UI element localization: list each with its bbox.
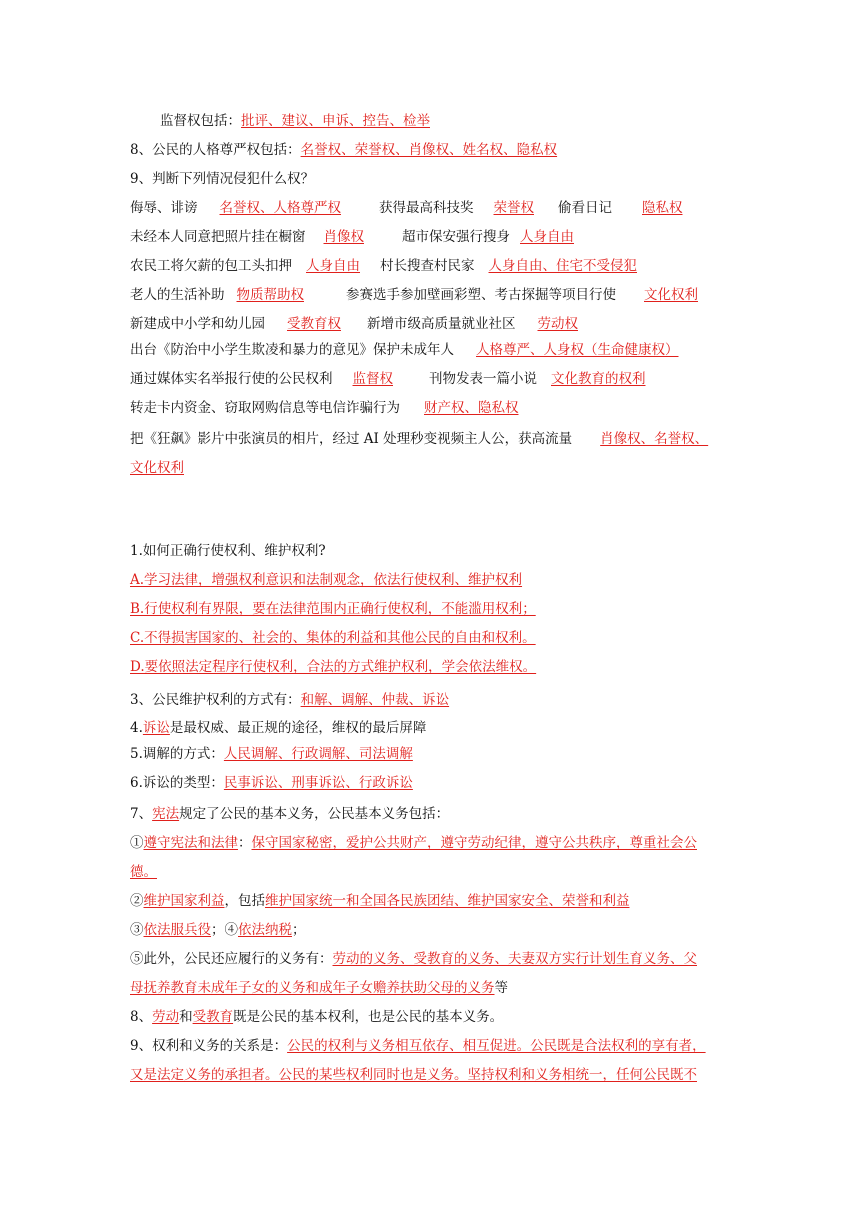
case: 参赛选手参加壁画彩塑、考古探掘等项目行使 (346, 287, 616, 303)
answer: 人身自由 (520, 229, 574, 245)
answer: 隐私权 (642, 200, 683, 216)
answer: 人格尊严、人身权（生命健康权） (476, 342, 679, 358)
answer: 遵守宪法和法律 (143, 835, 238, 851)
case-row-9-cont (130, 462, 184, 476)
q1-answer-c: C.不得损害国家的、社会的、集体的利益和其他公民的自由和权利。 (130, 630, 536, 646)
answer: 肖像权 (323, 229, 364, 245)
label: ； (292, 922, 306, 938)
case: 未经本人同意把照片挂在橱窗 (130, 229, 306, 245)
judge-heading: 9、判断下列情况侵犯什么权？ (130, 171, 315, 187)
answer: 文化权利 (130, 460, 184, 476)
case: 老人的生活补助 (130, 287, 225, 303)
case-row-1 (130, 202, 683, 216)
answer: 名誉权、荣誉权、肖像权、姓名权、隐私权 (300, 142, 558, 158)
q9-line (130, 1040, 706, 1054)
case-row-6 (130, 344, 679, 358)
answer: 民事诉讼、刑事诉讼、行政诉讼 (223, 775, 413, 791)
q1-answer-a: A.学习法律，增强权利意识和法制观念，依法行使权利、维护权利 (130, 572, 523, 588)
case: 超市保安强行搜身 (402, 229, 510, 245)
case: 通过媒体实名举报行使的公民权利 (130, 371, 333, 387)
answer: 维护国家利益 (143, 893, 225, 909)
label: ③ (130, 922, 144, 938)
q7-line (130, 808, 449, 822)
answer: 又是法定义务的承担者。公民的某些权利同时也是义务。坚持权利和义务相统一，任何公民既不 (130, 1067, 697, 1083)
q6-line (130, 777, 413, 791)
case: 把《狂飙》影片中张演员的相片，经过 AI 处理秒变视频主人公，获高流量 (130, 431, 573, 447)
label: 监督权包括： (160, 113, 241, 129)
q8-line (130, 1011, 503, 1025)
case: 出台《防治中小学生欺凌和暴力的意见》保护未成年人 (130, 342, 454, 358)
case-row-5 (130, 318, 578, 332)
answer: 文化教育的权利 (551, 371, 646, 387)
answer: 受教育权 (287, 316, 341, 332)
duty-1-line (130, 837, 697, 851)
q5-line (130, 748, 413, 762)
answer: 劳动 (152, 1009, 180, 1025)
label: 8、公民的人格尊严权包括： (130, 142, 301, 158)
answer: 人民调解、行政调解、司法调解 (223, 746, 413, 762)
supervision-right-line (160, 115, 430, 129)
answer: 德。 (130, 864, 157, 880)
answer: 人身自由、住宅不受侵犯 (488, 258, 637, 274)
label: 3、公民维护权利的方式有： (130, 692, 301, 708)
q1-answer-b: B.行使权利有界限，要在法律范围内正确行使权利，不能滥用权利； (130, 601, 536, 617)
case: 刊物发表一篇小说 (429, 371, 537, 387)
label: ；④ (211, 922, 238, 938)
answer: 监督权 (352, 371, 393, 387)
label: 9、权利和义务的关系是： (130, 1038, 288, 1054)
label: 5.调解的方式： (130, 746, 224, 762)
duty-1-cont (130, 866, 157, 880)
case: 新建成中小学和幼儿园 (130, 316, 265, 332)
case-row-2 (130, 231, 574, 245)
q3-line (130, 694, 449, 708)
label: 规定了公民的基本义务，公民基本义务包括： (179, 806, 450, 822)
answer: 依法服兵役 (143, 922, 211, 938)
duty-5-line (130, 953, 697, 967)
label: 6.诉讼的类型： (130, 775, 224, 791)
label: 4. (130, 720, 143, 736)
duty-5-cont (130, 982, 508, 996)
answer: 母抚养教育未成年子女的义务和成年子女赡养扶助父母的义务 (130, 980, 495, 996)
answer: 和解、调解、仲裁、诉讼 (300, 692, 450, 708)
answer: 维护国家统一和全国各民族团结、维护国家安全、荣誉和利益 (265, 893, 630, 909)
answer: 劳动权 (537, 316, 578, 332)
case: 新增市级高质量就业社区 (367, 316, 516, 332)
answer: 劳动的义务、受教育的义务、夫妻双方实行计划生育义务、父 (332, 951, 697, 967)
label: 是最权威、最正规的途径，维权的最后屏障 (169, 720, 427, 736)
answer: 诉讼 (142, 720, 170, 736)
case: 获得最高科技奖 (379, 200, 474, 216)
answer: 物质帮助权 (236, 287, 304, 303)
label: ① (130, 835, 144, 851)
label: 7、 (130, 806, 153, 822)
label: 等 (494, 980, 508, 996)
dignity-right-line (130, 144, 557, 158)
duty-2-line (130, 895, 630, 909)
answer: 财产权、隐私权 (424, 400, 519, 416)
case-row-8 (130, 402, 519, 416)
label: 和 (179, 1009, 193, 1025)
answer: 人身自由 (306, 258, 360, 274)
label: ： (238, 835, 252, 851)
answer: 批评、建议、申诉、控告、检举 (241, 113, 430, 129)
label: ② (130, 893, 144, 909)
label: ，包括 (224, 893, 265, 909)
case: 偷看日记 (558, 200, 612, 216)
label: 既是公民的基本权利，也是公民的基本义务。 (233, 1009, 504, 1025)
duty-3-line (130, 924, 306, 938)
answer: 依法纳税 (238, 922, 292, 938)
q9-cont (130, 1069, 697, 1083)
case: 农民工将欠薪的包工头扣押 (130, 258, 292, 274)
q1-heading: 1.如何正确行使权利、维护权利? (130, 543, 326, 559)
case: 侮辱、诽谤 (130, 200, 198, 216)
case-row-4 (130, 289, 698, 303)
answer: 荣誉权 (493, 200, 534, 216)
answer: 公民的权利与义务相互依存、相互促进。公民既是合法权利的享有者， (287, 1038, 706, 1054)
label: ⑤此外，公民还应履行的义务有： (130, 951, 333, 967)
case: 村长搜查村民家 (380, 258, 475, 274)
answer: 名誉权、人格尊严权 (219, 200, 341, 216)
answer: 受教育 (192, 1009, 234, 1025)
case-row-7 (130, 373, 646, 387)
label: 8、 (130, 1009, 153, 1025)
answer: 保守国家秘密，爱护公共财产，遵守劳动纪律，遵守公共秩序，尊重社会公 (251, 835, 697, 851)
answer: 文化权利 (644, 287, 698, 303)
case: 转走卡内资金、窃取网购信息等电信诈骗行为 (130, 400, 400, 416)
case-row-3 (130, 260, 637, 274)
answer: 肖像权、名誉权、 (600, 431, 709, 447)
q4-line (130, 722, 426, 736)
q1-answer-d: D.要依照法定程序行使权利，合法的方式维护权利，学会依法维权。 (130, 659, 537, 675)
answer: 宪法 (152, 806, 180, 822)
case-row-9 (130, 433, 708, 447)
